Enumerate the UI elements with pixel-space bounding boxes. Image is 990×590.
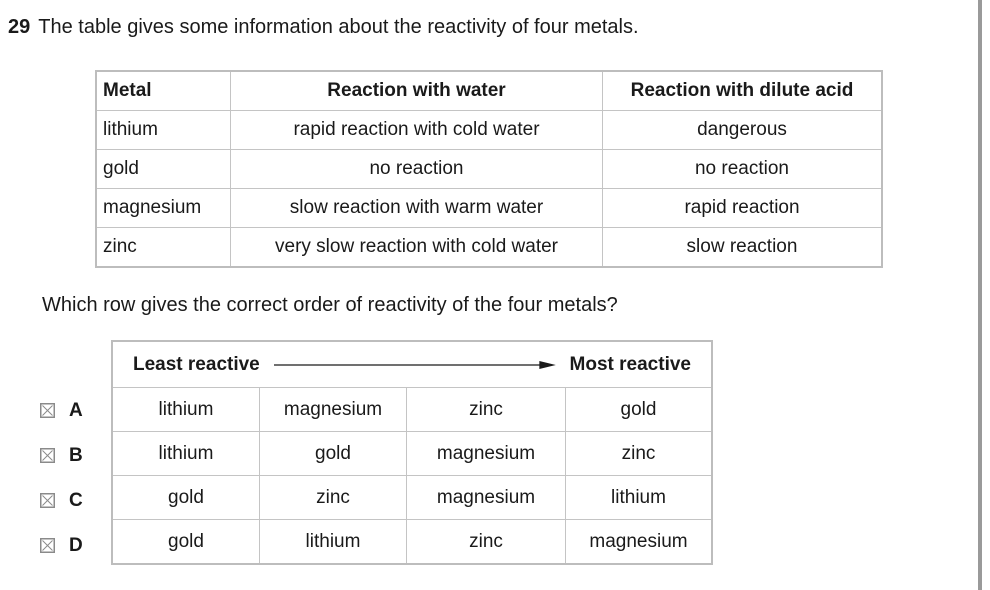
- acid-reaction-cell: no reaction: [603, 150, 883, 189]
- metal-order-cell: gold: [566, 388, 713, 432]
- metal-order-cell: zinc: [407, 520, 566, 565]
- question-number: 29: [8, 16, 31, 38]
- metal-order-cell: gold: [112, 476, 260, 520]
- crossed-box-icon[interactable]: [40, 403, 55, 418]
- water-reaction-cell: very slow reaction with cold water: [231, 228, 603, 268]
- metal-order-cell: zinc: [566, 432, 713, 476]
- least-reactive-label: Least reactive: [133, 353, 260, 375]
- crossed-box-icon[interactable]: [40, 448, 55, 463]
- order-header-row: [112, 341, 712, 388]
- metal-order-cell: zinc: [260, 476, 407, 520]
- table-row: [96, 111, 882, 150]
- info-header-water: Reaction with water: [231, 71, 603, 111]
- order-header: [113, 354, 711, 376]
- table-row: [96, 228, 882, 268]
- reactivity-order-options-table: [111, 340, 713, 565]
- acid-reaction-cell: slow reaction: [603, 228, 883, 268]
- info-header-metal: Metal: [96, 71, 231, 111]
- question-prompt: Which row gives the correct order of reactivity of the four metals?: [42, 294, 618, 316]
- info-table-header-row: [96, 71, 882, 111]
- info-header-acid: Reaction with dilute acid: [603, 71, 883, 111]
- option-letter: D: [69, 534, 83, 556]
- table-row: [112, 388, 712, 432]
- option-selectors: [40, 388, 106, 568]
- crossed-box-icon[interactable]: [40, 493, 55, 508]
- metal-order-cell: magnesium: [566, 520, 713, 565]
- question-header: [8, 16, 639, 39]
- metal-cell: lithium: [96, 111, 231, 150]
- option-selector-b[interactable]: [40, 433, 106, 478]
- right-arrow-icon: [274, 358, 556, 372]
- metal-cell: gold: [96, 150, 231, 189]
- table-row: [112, 476, 712, 520]
- option-letter: C: [69, 489, 83, 511]
- page-edge: [978, 0, 982, 590]
- acid-reaction-cell: rapid reaction: [603, 189, 883, 228]
- metal-order-cell: gold: [260, 432, 407, 476]
- table-row: [96, 189, 882, 228]
- table-row: [112, 520, 712, 565]
- table-row: [112, 432, 712, 476]
- option-letter: A: [69, 399, 83, 421]
- metal-cell: magnesium: [96, 189, 231, 228]
- acid-reaction-cell: dangerous: [603, 111, 883, 150]
- water-reaction-cell: rapid reaction with cold water: [231, 111, 603, 150]
- metal-order-cell: magnesium: [407, 432, 566, 476]
- option-selector-a[interactable]: [40, 388, 106, 433]
- metal-order-cell: lithium: [112, 388, 260, 432]
- crossed-box-icon[interactable]: [40, 538, 55, 553]
- option-selector-d[interactable]: [40, 523, 106, 568]
- metal-order-cell: lithium: [112, 432, 260, 476]
- reactivity-info-table: [95, 70, 883, 268]
- order-header-cell: [112, 341, 712, 388]
- water-reaction-cell: no reaction: [231, 150, 603, 189]
- water-reaction-cell: slow reaction with warm water: [231, 189, 603, 228]
- metal-order-cell: gold: [112, 520, 260, 565]
- metal-order-cell: lithium: [566, 476, 713, 520]
- metal-order-cell: magnesium: [407, 476, 566, 520]
- option-letter: B: [69, 444, 83, 466]
- metal-order-cell: lithium: [260, 520, 407, 565]
- most-reactive-label: Most reactive: [569, 353, 691, 375]
- metal-order-cell: magnesium: [260, 388, 407, 432]
- metal-cell: zinc: [96, 228, 231, 268]
- table-row: [96, 150, 882, 189]
- question-text: The table gives some information about the reactivity of four metals.: [38, 16, 639, 38]
- option-selector-c[interactable]: [40, 478, 106, 523]
- metal-order-cell: zinc: [407, 388, 566, 432]
